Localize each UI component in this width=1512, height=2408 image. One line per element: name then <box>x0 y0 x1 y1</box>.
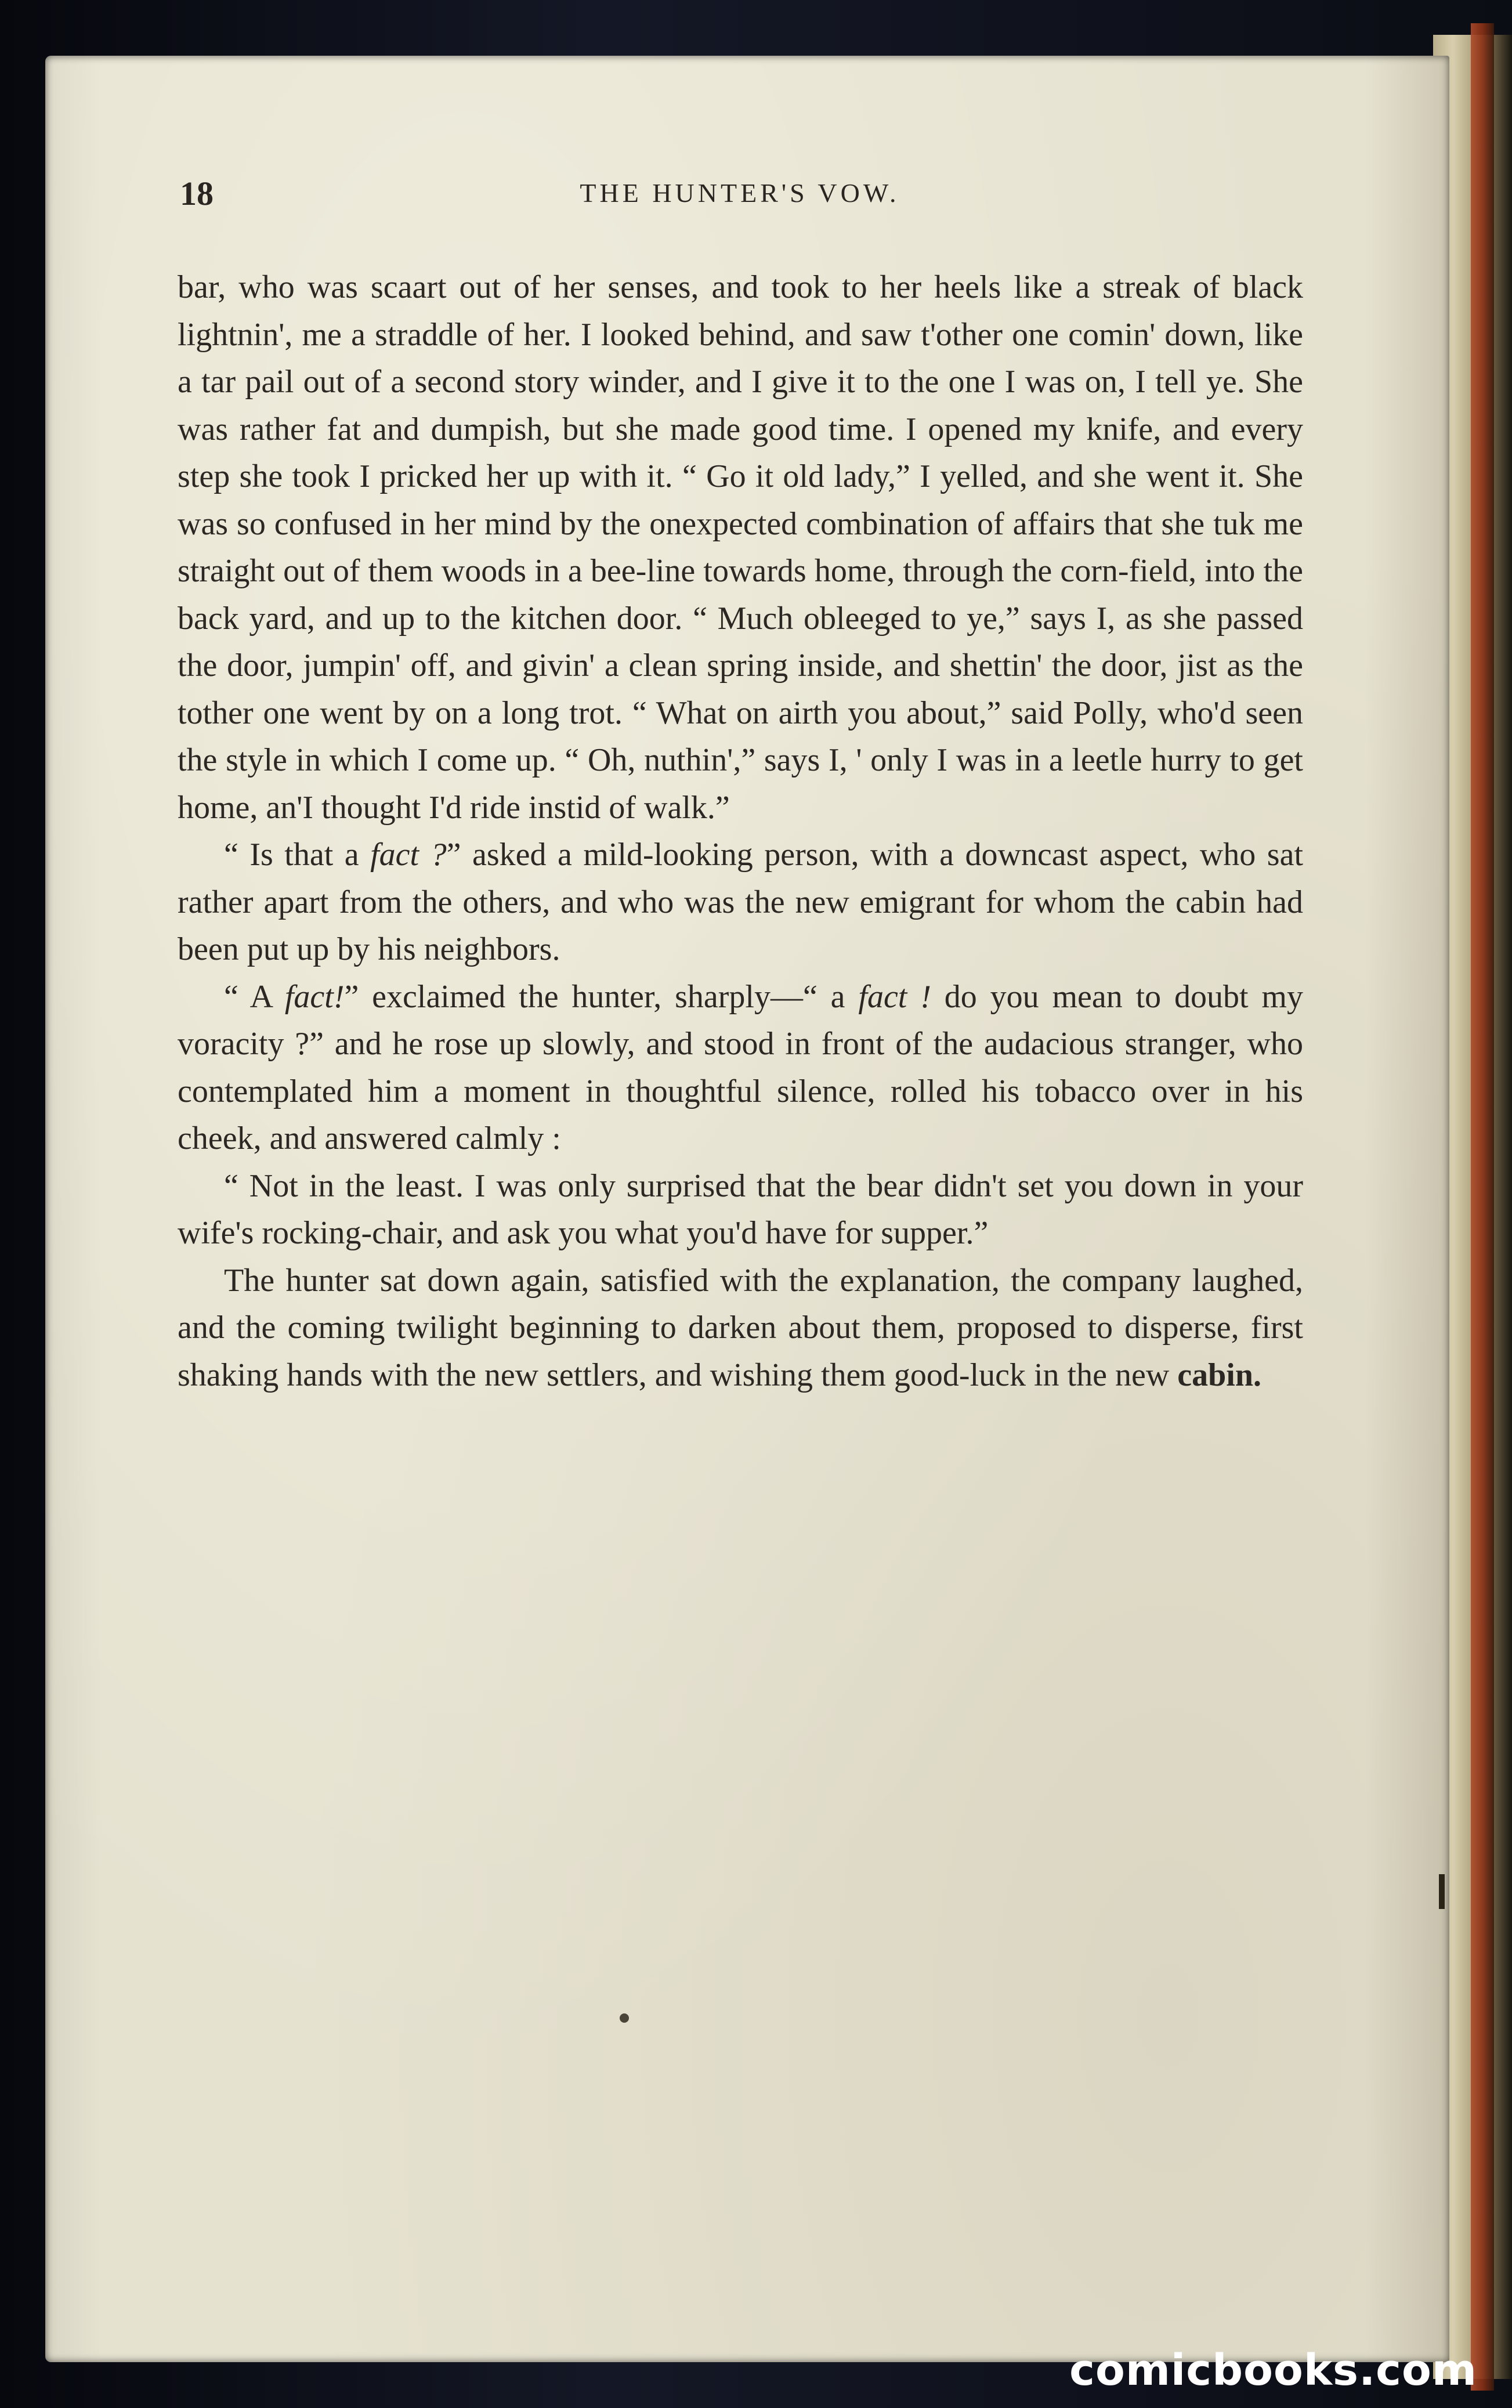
page-number: 18 <box>180 175 214 212</box>
running-head: THE HUNTER'S VOW. <box>580 178 900 208</box>
paragraph-3-italic-2: fact ! <box>858 978 931 1015</box>
paragraph-2-text-b: ” asked a mild-looking person, with a downcast aspect, who sat rather apart from the others, and who was the new emigrant for whom the cabin had been put up by his neighbors. <box>178 837 1304 967</box>
paragraph-1: bar, who was scaart out of her senses, and took to her heels like a streak of black lightnin', me a straddle of her. I looked behind, and saw t'other one comin' down, like a tar pail out of a second story winder, and I give it to the one I was on, I tell ye. She was rather fat and dumpish, but she made good time. I opened my knife, and every step she took I pricked her up with it. “ Go it old lady,” I yelled, and she went it. She was so confused in her mind by the onexpected combination of affairs that she tuk me straight out of them woods in a bee-line towards home, through the corn-field, into the back yard, and up to the kitchen door. “ Much obleeged to ye,” says I, as she passed the door, jumpin' off, and givin' a clean spring inside, and shettin' the door, jist as the tother one went by on a long trot. “ What on airth you about,” said Polly, who'd seen the style in which I come up. “ Oh, nuthin',” says I, ' only I was in a leetle hurry to get home, an'I thought I'd ride instid of walk.” <box>178 269 1303 826</box>
paragraph-3 <box>178 974 1303 1163</box>
paragraph-5-last-word: cabin. <box>1177 1357 1261 1393</box>
page-edge-mark <box>1439 1874 1445 1909</box>
page-header <box>180 174 1300 220</box>
paragraph-2-text-a: “ Is that a <box>224 837 371 873</box>
paragraph-3-text-c: do you mean to doubt my voracity ?” and he rose up slowly, and stood in front of the audacious stranger, who contemplated him a moment in thoughtful silence, rolled his tobacco over in his cheek, and answered calmly : <box>178 978 1303 1156</box>
paragraph-2-italic: fact ? <box>370 837 447 873</box>
site-watermark: comicbooks.com <box>1069 2345 1477 2395</box>
ink-dot <box>620 2013 629 2023</box>
page-body-text <box>178 264 1303 1399</box>
paragraph-5-text: The hunter sat down again, satisfied with the explanation, the company laughed, and the coming twilight beginning to darken about them, proposed to disperse, first shaking hands with the new settlers, and wishing them good-luck in the new <box>178 1262 1303 1393</box>
book-cover-edge <box>1471 23 1494 2391</box>
paragraph-3-text-a: “ A <box>224 978 285 1015</box>
paragraph-3-text-b: ” exclaimed the hunter, sharply—“ a <box>344 978 859 1015</box>
paragraph-4: “ Not in the least. I was only surprised that the bear didn't set you down in your wife's rocking-chair, and ask you what you'd have for supper.” <box>178 1167 1303 1251</box>
paragraph-3-italic-1: fact! <box>284 978 345 1015</box>
paragraph-2 <box>178 831 1303 974</box>
paragraph-5 <box>178 1257 1303 1400</box>
